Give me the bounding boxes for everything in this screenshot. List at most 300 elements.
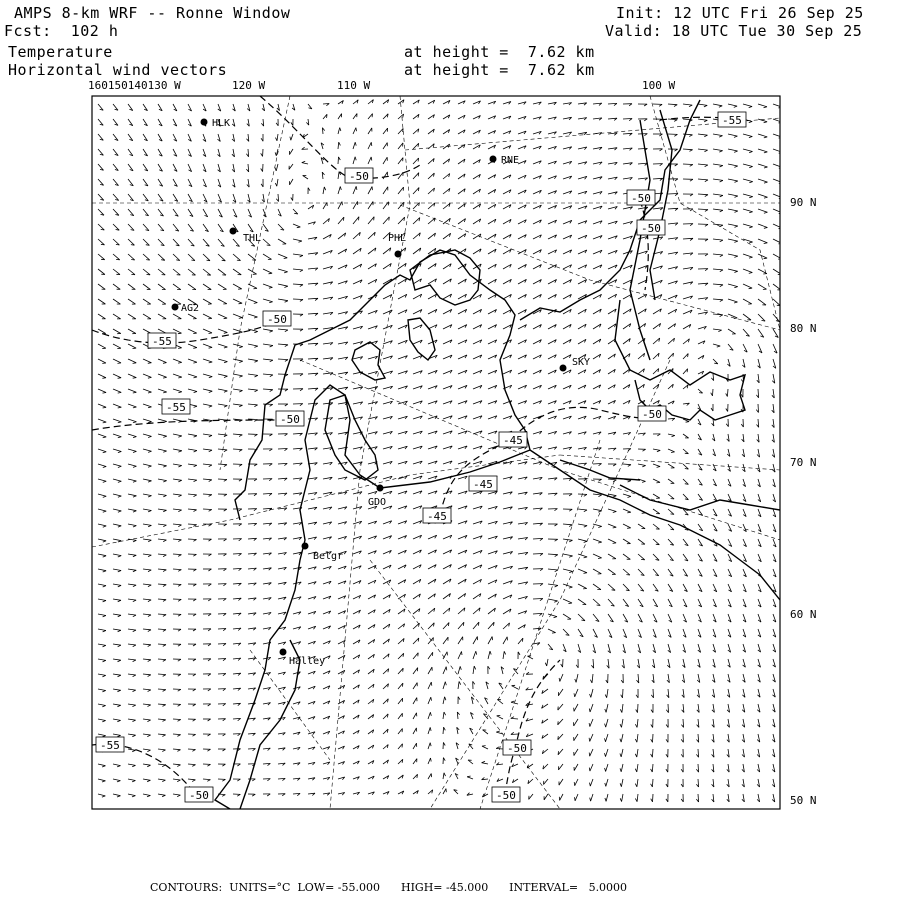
wind-vector — [218, 344, 227, 347]
wind-vector-head — [117, 796, 120, 797]
wind-vector — [773, 209, 782, 213]
wind-vector — [368, 202, 373, 210]
wind-vector — [128, 269, 135, 275]
wind-vector — [263, 344, 273, 346]
wind-vector — [98, 689, 106, 691]
wind-vector-head — [102, 721, 105, 722]
wind-vector-head — [734, 271, 737, 272]
wind-vector — [698, 164, 708, 165]
wind-vector-head — [613, 543, 617, 544]
wind-vector — [398, 187, 404, 194]
wind-vector — [218, 254, 225, 261]
wind-vector — [758, 194, 768, 197]
wind-vector — [353, 128, 356, 134]
wind-vector — [278, 359, 288, 360]
wind-vector — [563, 599, 572, 603]
wind-vector — [638, 704, 639, 713]
wind-vector-head — [192, 780, 195, 782]
wind-vector-head — [620, 768, 621, 771]
wind-vector — [248, 523, 257, 524]
contour-label — [185, 787, 213, 802]
wind-vector-head — [430, 743, 431, 746]
wind-vector — [98, 644, 106, 645]
wind-vector — [143, 434, 152, 436]
wind-vector-head — [285, 301, 288, 303]
wind-vector — [173, 434, 182, 436]
wind-vector — [413, 698, 417, 704]
wind-vector — [683, 104, 692, 105]
wind-vector — [773, 299, 780, 306]
wind-vector — [173, 464, 182, 466]
wind-vector-head — [178, 510, 181, 512]
wind-vector-head — [117, 735, 120, 736]
wind-vector-head — [734, 151, 737, 152]
wind-vector-head — [704, 150, 707, 152]
wind-vector — [578, 539, 587, 541]
wind-vector — [668, 479, 674, 483]
wind-vector — [383, 217, 389, 224]
station-label-phl: PHL — [388, 233, 407, 244]
wind-vector-head — [627, 512, 631, 513]
wind-vector-head — [545, 663, 546, 666]
wind-vector-head — [589, 723, 590, 727]
wind-vector — [98, 659, 106, 660]
wind-vector — [248, 374, 258, 375]
wind-vector-head — [284, 272, 288, 273]
wind-vector-head — [300, 255, 303, 257]
wind-vector — [158, 494, 167, 495]
wind-vector — [113, 494, 121, 496]
wind-vector — [308, 313, 318, 314]
wind-vector — [143, 659, 151, 660]
wind-vector-head — [133, 526, 136, 527]
wind-vector-head — [297, 227, 301, 228]
wind-vector-head — [118, 363, 122, 364]
wind-vector-head — [224, 450, 227, 452]
wind-vector — [248, 404, 258, 405]
wind-vector-head — [163, 720, 166, 722]
wind-vector-head — [132, 750, 135, 752]
wind-vector-head — [734, 136, 737, 137]
wind-vector — [743, 239, 753, 242]
wind-vector-head — [148, 436, 151, 437]
wind-vector — [743, 164, 753, 167]
wind-vector — [683, 238, 693, 239]
wind-vector — [758, 404, 759, 413]
contour-label — [637, 220, 665, 235]
wind-vector-head — [178, 392, 181, 393]
wind-vector-head — [749, 167, 752, 168]
wind-vector — [98, 434, 106, 437]
wind-vector — [503, 637, 507, 644]
wind-vector — [143, 404, 152, 407]
wind-vector-head — [103, 616, 106, 617]
station-label-thl: THL — [243, 233, 262, 244]
wind-vector-head — [764, 122, 768, 123]
wind-vector — [158, 764, 166, 765]
wind-vector — [458, 666, 460, 674]
wind-vector — [590, 749, 593, 756]
wind-vector-head — [764, 258, 768, 259]
wind-vector — [293, 269, 303, 270]
wind-vector-head — [430, 712, 431, 716]
wind-vector — [575, 779, 578, 786]
wind-vector — [383, 143, 387, 149]
contour-label — [469, 476, 497, 491]
wind-vector-head — [178, 466, 181, 468]
lon-label-120: 120 W — [232, 79, 266, 92]
wind-vector-head — [163, 451, 166, 452]
wind-vector-head — [209, 406, 212, 407]
wind-vector — [173, 779, 180, 780]
wind-vector — [278, 254, 287, 258]
wind-vector — [218, 299, 227, 304]
svg-text:-50: -50 — [642, 408, 662, 421]
wind-vector — [338, 142, 339, 149]
wind-vector-head — [642, 481, 645, 482]
wind-vector — [578, 554, 587, 557]
svg-text:-50: -50 — [631, 192, 651, 205]
wind-vector-head — [749, 152, 752, 153]
wind-vector-head — [117, 705, 120, 707]
wind-vector-head — [224, 347, 228, 348]
wind-vector-head — [133, 466, 136, 467]
wind-vector-head — [558, 721, 559, 725]
wind-vector-head — [749, 122, 752, 123]
wind-vector — [743, 299, 752, 304]
wind-vector — [482, 746, 488, 749]
wind-vector-head — [275, 152, 276, 155]
wind-vector — [563, 554, 573, 556]
wind-vector-head — [255, 361, 258, 363]
wind-vector-head — [734, 302, 737, 303]
wind-vector-head — [584, 526, 587, 528]
wind-vector-head — [103, 526, 106, 527]
wind-vector-head — [163, 540, 166, 542]
wind-vector-head — [194, 392, 197, 393]
wind-vector-head — [118, 556, 121, 557]
wind-vector-head — [474, 666, 476, 669]
wind-vector-head — [178, 540, 181, 542]
wind-vector-head — [445, 697, 446, 700]
wind-vector — [113, 554, 121, 556]
wind-vector-head — [720, 240, 723, 242]
wind-vector-head — [476, 651, 477, 655]
wind-vector — [188, 374, 197, 377]
wind-vector-head — [255, 375, 258, 377]
wind-vector — [113, 374, 121, 378]
wind-vector — [218, 374, 227, 376]
wind-vector-head — [302, 161, 305, 162]
wind-vector-head — [133, 600, 136, 602]
wind-vector — [113, 404, 121, 407]
wind-vector — [173, 509, 182, 510]
wind-vector — [113, 719, 121, 720]
wind-vector — [458, 637, 463, 644]
contour-label — [499, 432, 527, 447]
wind-vector-head — [163, 363, 167, 364]
wind-vector-head — [102, 675, 105, 677]
wind-vector — [652, 749, 653, 757]
wind-vector — [293, 299, 303, 300]
wind-vector — [728, 209, 738, 211]
wind-vector — [128, 614, 136, 615]
wind-vector — [591, 689, 593, 697]
wind-vector — [113, 254, 120, 260]
wind-vector-head — [148, 555, 151, 557]
wind-vector-head — [163, 481, 166, 482]
wind-vector-head — [162, 750, 165, 752]
wind-vector — [173, 269, 180, 275]
wind-vector-head — [689, 105, 692, 107]
wind-vector — [728, 164, 738, 166]
wind-vector-head — [749, 212, 752, 213]
wind-vector-head — [239, 303, 243, 304]
wind-vector — [743, 209, 753, 212]
wind-vector — [548, 614, 557, 617]
wind-vector — [158, 719, 166, 720]
wind-vector — [158, 659, 166, 660]
wind-vector-head — [699, 393, 703, 394]
wind-vector-head — [764, 228, 768, 229]
wind-vector — [428, 712, 430, 719]
wind-vector-head — [431, 697, 432, 701]
station-labels — [181, 118, 590, 667]
wind-vector — [263, 239, 270, 246]
wind-vector-head — [148, 645, 151, 647]
wind-vector — [218, 314, 227, 318]
wind-vector — [668, 434, 675, 436]
wind-vector — [713, 164, 723, 166]
wind-vector — [574, 734, 578, 741]
station-dot-halley — [280, 649, 287, 656]
wind-vector — [113, 779, 120, 781]
wind-vector — [758, 104, 767, 107]
wind-vector-head — [103, 660, 106, 662]
wind-vector — [621, 764, 623, 772]
wind-vector — [383, 187, 388, 194]
wind-vector — [218, 614, 226, 615]
wind-vector-head — [620, 798, 621, 801]
wind-vector — [278, 269, 288, 272]
wind-vector — [158, 584, 166, 585]
wind-vector-head — [118, 481, 121, 482]
wind-vector — [623, 689, 624, 698]
wind-vector — [203, 269, 211, 275]
wind-vector — [113, 464, 121, 466]
wind-vector-head — [704, 135, 707, 137]
wind-vector — [203, 494, 212, 495]
wind-vector-head — [147, 720, 150, 722]
wind-vector-head — [269, 273, 273, 274]
wind-vector — [188, 524, 197, 525]
wind-vector — [128, 449, 136, 451]
wind-vector — [128, 389, 136, 392]
wind-vector-head — [194, 480, 197, 482]
wind-vector — [413, 668, 418, 674]
wind-vector — [98, 464, 106, 467]
wind-vector — [743, 269, 752, 273]
wind-vector-head — [133, 437, 136, 438]
wind-vector — [668, 208, 678, 209]
field-wind-vectors: Horizontal wind vectors — [8, 61, 228, 79]
wind-vector — [353, 186, 356, 194]
wind-vector-head — [148, 377, 152, 378]
wind-vector — [98, 704, 106, 706]
wind-vector — [263, 374, 273, 375]
svg-text:-50: -50 — [280, 413, 300, 426]
wind-vector-head — [445, 682, 446, 686]
wind-vector — [638, 524, 645, 529]
wind-vector — [98, 674, 106, 675]
wind-vector-head — [749, 107, 752, 108]
wind-vector-head — [764, 152, 767, 153]
wind-vector-head — [117, 720, 120, 721]
wind-vector — [143, 629, 151, 630]
station-dot-phl — [395, 251, 402, 258]
wind-vector — [173, 584, 181, 585]
wind-vector-head — [589, 768, 590, 772]
wind-vector-head — [764, 167, 768, 168]
wind-vector — [173, 284, 181, 290]
wind-vector — [188, 284, 196, 290]
wind-vector-head — [132, 781, 135, 782]
wind-vector — [606, 794, 608, 801]
wind-vector-head — [340, 128, 341, 131]
contour-label — [148, 333, 176, 348]
wind-vector-head — [554, 601, 557, 602]
svg-text:-50: -50 — [641, 222, 661, 235]
contour-legend: CONTOURS: UNITS=°C LOW= -55.000 HIGH= -45.000 INTERVAL= 5.0000 — [150, 881, 628, 894]
wind-vector — [608, 539, 616, 543]
wind-vector — [338, 187, 340, 195]
wind-vector — [398, 172, 403, 179]
wind-vector — [608, 494, 616, 496]
wind-vector — [713, 389, 714, 396]
wind-vector — [233, 314, 242, 318]
wind-vector — [773, 119, 782, 122]
wind-vector — [529, 794, 533, 799]
wind-vector — [683, 164, 693, 165]
wind-vector — [98, 479, 106, 481]
wind-vector — [233, 449, 242, 450]
wind-vector — [653, 524, 660, 529]
wind-vector — [203, 299, 212, 304]
wind-vector-head — [194, 495, 197, 497]
wind-vector — [128, 419, 136, 422]
lon-label-100: 100 W — [642, 79, 676, 92]
wind-vector — [203, 284, 211, 290]
wind-vector-head — [598, 511, 601, 512]
wind-vector-head — [146, 260, 150, 261]
wind-vector-head — [735, 226, 738, 227]
wind-vector-head — [569, 587, 573, 588]
wind-vector — [188, 254, 195, 261]
station-dot-belgr — [302, 543, 309, 550]
wind-vector — [698, 134, 708, 135]
wind-vector-head — [102, 706, 105, 707]
wind-vector — [398, 158, 403, 164]
wind-vector — [728, 104, 737, 106]
wind-vector-head — [735, 181, 738, 182]
wind-vector-head — [133, 496, 136, 497]
wind-vector-head — [237, 260, 241, 261]
wind-vector — [173, 479, 182, 480]
wind-vector-head — [148, 392, 152, 393]
init-time: Init: 12 UTC Fri 26 Sep 25 — [616, 4, 864, 22]
wind-vector-head — [148, 481, 151, 482]
wind-vector-head — [620, 724, 622, 727]
wind-vector-field — [98, 100, 782, 802]
wind-vector — [338, 128, 340, 134]
wind-vector — [637, 734, 638, 742]
wind-vector-head — [194, 436, 197, 437]
wind-vector — [622, 719, 624, 727]
wind-vector — [563, 524, 572, 525]
contour-label — [423, 508, 451, 523]
wind-vector — [188, 434, 197, 436]
wind-vector-head — [339, 142, 341, 145]
wind-vector-head — [133, 660, 136, 662]
wind-vector-head — [148, 451, 151, 452]
wind-vector-head — [102, 691, 105, 692]
wind-vector — [203, 314, 212, 318]
wind-vector — [128, 644, 136, 645]
wind-vector-head — [574, 782, 575, 786]
wind-vector — [758, 284, 767, 289]
wind-vector — [128, 659, 136, 660]
wind-vector-head — [598, 526, 601, 527]
wind-vector-head — [224, 318, 228, 319]
svg-text:-55: -55 — [722, 114, 742, 127]
wind-vector — [128, 749, 136, 750]
wind-vector — [528, 656, 534, 659]
wind-vector-head — [163, 466, 166, 467]
wind-vector-head — [671, 514, 675, 515]
wind-vector — [302, 163, 308, 164]
wind-vector-head — [209, 347, 213, 348]
wind-vector — [323, 187, 324, 194]
wind-vector — [278, 329, 288, 330]
wind-vector-head — [764, 197, 768, 198]
wind-vector — [218, 434, 227, 435]
wind-vector-head — [178, 348, 182, 349]
wind-vector — [308, 298, 318, 299]
wind-vector-head — [163, 570, 166, 572]
wind-vector-head — [490, 651, 491, 654]
wind-vector — [606, 749, 609, 757]
wind-vector — [203, 374, 212, 377]
wind-vector-head — [148, 407, 152, 408]
wind-vector — [113, 734, 121, 735]
wind-vector — [574, 719, 578, 726]
wind-vector — [158, 284, 166, 290]
wind-vector — [533, 613, 542, 614]
svg-text:-45: -45 — [427, 510, 447, 523]
contour-label — [492, 787, 520, 802]
wind-vector — [621, 749, 623, 757]
wind-vector-head — [275, 168, 276, 171]
station-dot-hlk — [201, 119, 208, 126]
wind-vector-head — [764, 212, 768, 213]
wind-vector — [98, 524, 106, 526]
wind-vector — [743, 284, 752, 288]
wind-vector — [173, 734, 181, 735]
wind-vector-head — [103, 407, 107, 408]
wind-vector-head — [605, 783, 606, 786]
wind-vector-head — [133, 451, 136, 452]
svg-text:-50: -50 — [349, 170, 369, 183]
